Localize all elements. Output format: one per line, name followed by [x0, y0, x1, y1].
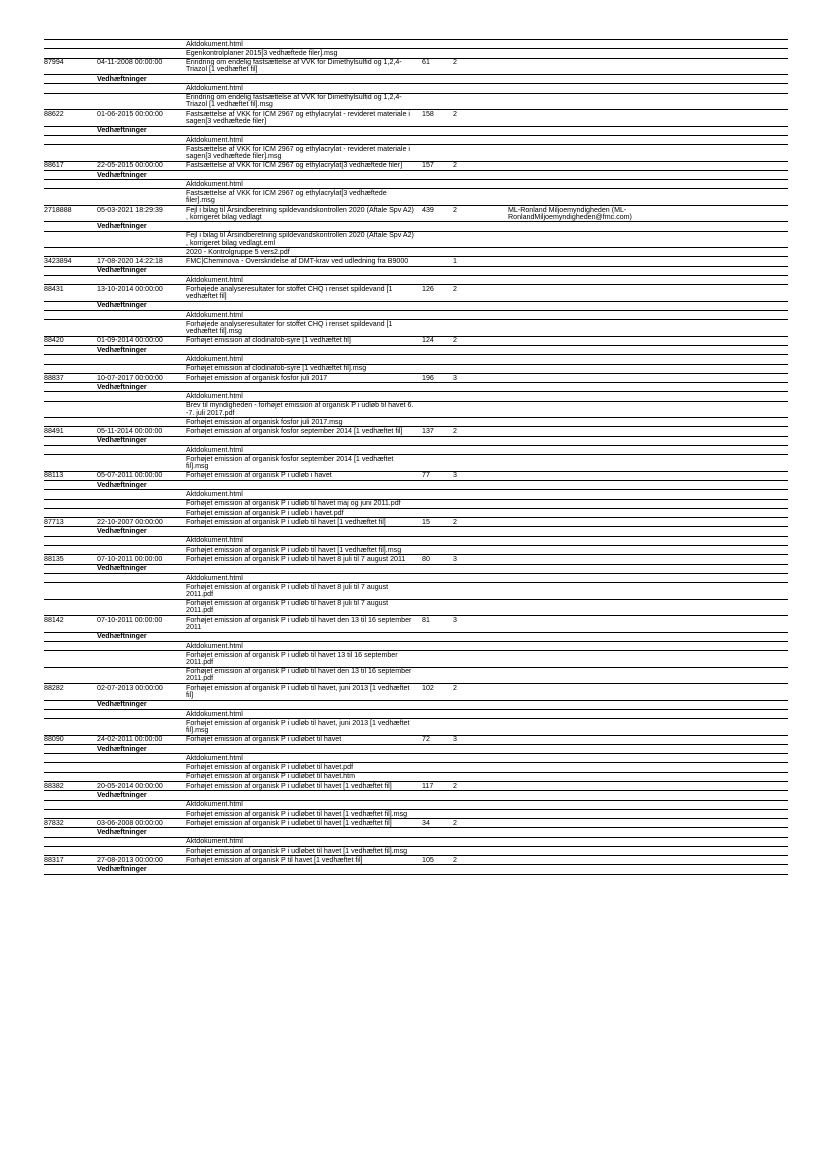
record-id: 88837 [44, 373, 64, 382]
record-row[interactable] [44, 855, 788, 864]
attachment-row[interactable] [44, 179, 788, 188]
attachment-file-name: Aktdokument.html [186, 355, 243, 363]
record-row[interactable] [44, 818, 788, 827]
attachment-row[interactable] [44, 499, 788, 508]
record-attachment-count: 2 [453, 855, 457, 864]
record-date: 17-08-2020 14:22:18 [97, 257, 163, 266]
attachment-row[interactable] [44, 93, 788, 109]
record-id: 88431 [44, 284, 64, 293]
attachment-row[interactable] [44, 709, 788, 718]
record-date: 04-11-2008 00:00:00 [97, 58, 163, 67]
record-title: Fastsættelse af VKK for ICM 2967 og ethylacrylat - revideret materiale i sagen[3 vedhæftede filer] [186, 109, 410, 125]
record-title: Forhøjet emission af organisk P i udløbet til havet [1 vedhæftet fil] [186, 818, 392, 827]
attachment-file-name: Forhøjet emission af organisk P i udløb til havet 8 juli til 7 august 2011.pdf [186, 582, 389, 598]
attachment-row[interactable] [44, 582, 788, 598]
attachment-row[interactable] [44, 39, 788, 48]
attachment-file-name: Forhøjet emission af organisk P i udløbet til havet.pdf [186, 763, 354, 772]
attachments-header [44, 827, 788, 836]
attachment-file-name: Aktdokument.html [186, 179, 243, 188]
record-sender: ML-Ronland Miljoemyndigheden (ML-RonlandMiljoemyndigheden@fmc.com) [508, 205, 632, 221]
attachment-file-name: Forhøjet emission af organisk P i udløb til havet den 13 til 16 september 2011.pdf [186, 667, 412, 683]
record-id: 88090 [44, 735, 64, 744]
attachment-file-name: Aktdokument.html [186, 84, 243, 92]
record-number: 126 [422, 284, 434, 293]
attachments-header [44, 526, 788, 535]
attachment-row[interactable] [44, 489, 788, 498]
attachment-row[interactable] [44, 354, 788, 363]
record-id: 88282 [44, 683, 64, 692]
record-id: 88317 [44, 855, 64, 864]
attachments-label: Vedhæftninger [97, 436, 147, 445]
record-attachment-count: 3 [453, 735, 457, 744]
attachment-file-name: Aktdokument.html [186, 135, 243, 144]
attachment-file-name: Aktdokument.html [186, 392, 243, 401]
record-attachment-count: 2 [453, 205, 457, 214]
record-row[interactable] [44, 205, 788, 221]
record-number: 61 [422, 58, 430, 67]
record-attachment-count: 2 [453, 427, 457, 436]
record-id: 87832 [44, 818, 64, 827]
attachment-row[interactable] [44, 536, 788, 545]
attachment-file-name: Aktdokument.html [186, 39, 243, 48]
attachments-label: Vedhæftninger [97, 222, 147, 231]
attachment-file-name: Aktdokument.html [186, 490, 243, 499]
record-date: 07-10-2011 00:00:00 [97, 554, 163, 563]
attachments-label: Vedhæftninger [97, 865, 147, 874]
record-date: 01-06-2015 00:00:00 [97, 109, 163, 118]
record-date: 24-02-2011 00:00:00 [97, 735, 163, 744]
attachment-file-name: Brev til myndigheden - forhøjet emission af organisk P i udløb til havet 6. -7. juli 2017.pdf [186, 401, 414, 417]
record-title: Forhøjet emission af organisk fosfor juli 2017 [186, 373, 328, 382]
attachment-file-name: Aktdokument.html [186, 573, 243, 582]
record-number: 105 [422, 855, 434, 864]
attachment-file-name: Aktdokument.html [186, 837, 243, 846]
record-row[interactable] [44, 256, 788, 265]
record-row[interactable] [44, 336, 788, 345]
record-attachment-count: 2 [453, 284, 457, 293]
attachment-file-name: Aktdokument.html [186, 800, 243, 809]
attachments-header [44, 170, 788, 179]
attachment-file-name: Erindring om endelig fastsættelse af VVK for Dimethylsulfid og 1,2,4- Triazol [1 vedhæftet fil].msg [186, 93, 402, 109]
record-attachment-count: 2 [453, 781, 457, 790]
record-id: 87713 [44, 517, 64, 526]
record-date: 03-06-2008 00:00:00 [97, 818, 163, 827]
record-number: 77 [422, 471, 430, 480]
record-date: 13-10-2014 00:00:00 [97, 284, 163, 293]
table-end-rule [44, 874, 788, 875]
record-id: 88420 [44, 336, 64, 345]
attachment-row[interactable] [44, 800, 788, 809]
attachment-file-name: Forhøjede analyseresultater for stoffet CHQ i renset spildevand [1 vedhæftet fil].msg [186, 319, 393, 336]
record-attachment-count: 2 [453, 109, 457, 118]
attachment-file-name: Forhøjet emission af organisk P i udløbet til havet [1 vedhæftet fil].msg [186, 846, 408, 855]
attachment-row[interactable] [44, 809, 788, 818]
attachments-header [44, 564, 788, 573]
record-id: 88142 [44, 615, 64, 624]
attachment-file-name: Forhøjet emission af organisk fosfor september 2014 [1 vedhæftet fil].msg [186, 454, 394, 471]
attachments-header [44, 864, 788, 873]
record-row[interactable] [44, 426, 788, 435]
attachments-header [44, 436, 788, 445]
attachment-row[interactable] [44, 319, 788, 335]
attachments-label: Vedhæftninger [97, 632, 147, 641]
attachment-file-name: Aktdokument.html [186, 536, 243, 545]
record-id: 88113 [44, 471, 64, 480]
record-row[interactable] [44, 58, 788, 74]
attachment-file-name: Aktdokument.html [186, 709, 243, 718]
attachment-row[interactable] [44, 508, 788, 517]
record-attachment-count: 2 [453, 336, 457, 345]
record-row[interactable] [44, 373, 788, 382]
document-table [44, 39, 788, 875]
attachment-row[interactable] [44, 573, 788, 582]
record-title: Fejl i bilag til Årsindberetning spildevandskontrollen 2020 (Aftale Spv A2) , korrigeret bilag vedlagt [186, 205, 414, 221]
attachment-file-name: Forhøjet emission af organisk fosfor juli 2017.msg [186, 417, 343, 426]
attachments-header [44, 632, 788, 641]
attachment-file-name: Fastsættelse af VKK for ICM 2967 og ethylacrylat - revideret materiale i sagen[3 vedhæftede filer].msg [186, 144, 410, 160]
record-date: 07-10-2011 00:00:00 [97, 615, 163, 624]
record-id: 2718888 [44, 205, 72, 214]
attachment-file-name: 2020 - Kontrolgruppe 5 vers2.pdf [186, 247, 290, 256]
record-title: Forhøjet emission af organisk P til havet [1 vedhæftet fil] [186, 855, 363, 864]
attachments-label: Vedhæftninger [97, 126, 147, 135]
attachment-file-name: Aktdokument.html [186, 310, 243, 319]
record-title: Fastsættelse af VKK for ICM 2967 og ethylacrylat[3 vedhæftede filer] [186, 161, 403, 170]
record-date: 05-07-2011 00:00:00 [97, 471, 163, 480]
record-attachment-count: 3 [453, 554, 457, 563]
record-id: 88617 [44, 161, 64, 170]
record-title: Forhøjet emission af organisk P i udløb til havet [1 vedhæftet fil] [186, 517, 386, 526]
attachment-row[interactable] [44, 599, 788, 615]
record-id: 87994 [44, 58, 64, 67]
attachments-label: Vedhæftninger [97, 828, 147, 837]
record-attachment-count: 2 [453, 818, 457, 827]
record-title: FMC|Cheminova - Overskridelse af DMT-krav ved udledning fra B9000 [186, 257, 409, 266]
record-date: 27-08-2013 00:00:00 [97, 855, 163, 864]
attachment-row[interactable] [44, 837, 788, 846]
attachment-row[interactable] [44, 718, 788, 734]
attachments-label: Vedhæftninger [97, 266, 147, 275]
record-row[interactable] [44, 471, 788, 480]
record-row[interactable] [44, 781, 788, 790]
record-number: 158 [422, 109, 434, 118]
record-number: 81 [422, 615, 430, 624]
record-title: Forhøjet emission af organisk P i udløbet til havet [1 vedhæftet fil] [186, 781, 392, 790]
attachments-label: Vedhæftninger [97, 301, 147, 310]
record-row[interactable] [44, 615, 788, 631]
attachment-row[interactable] [44, 231, 788, 247]
attachments-header [44, 382, 788, 391]
attachment-row[interactable] [44, 772, 788, 781]
record-date: 20-05-2014 00:00:00 [97, 781, 163, 790]
attachments-label: Vedhæftninger [97, 700, 147, 709]
record-title: Forhøjet emission af organisk fosfor september 2014 [1 vedhæftet fil] [186, 427, 403, 436]
record-number: 137 [422, 427, 434, 436]
attachment-row[interactable] [44, 391, 788, 400]
record-title: Forhøjet emission af organisk P i udløbet til havet [186, 735, 342, 744]
record-date: 05-11-2014 00:00:00 [97, 427, 163, 436]
attachment-row[interactable] [44, 454, 788, 470]
record-title: Forhøjet emission af organisk P i udløb til havet den 13 til 16 september 2011 [186, 615, 412, 631]
record-number: 157 [422, 161, 434, 170]
attachment-row[interactable] [44, 135, 788, 144]
attachments-header [44, 700, 788, 709]
attachment-row[interactable] [44, 667, 788, 683]
attachment-file-name: Forhøjet emission af organisk P i udløb i havet.pdf [186, 508, 344, 517]
attachment-row[interactable] [44, 247, 788, 256]
record-number: 124 [422, 336, 434, 345]
attachments-label: Vedhæftninger [97, 564, 147, 573]
attachments-header [44, 301, 788, 310]
attachments-label: Vedhæftninger [97, 744, 147, 753]
attachments-header [44, 790, 788, 799]
attachment-file-name: Fastsættelse af VKK for ICM 2967 og ethylacrylat[3 vedhæftede filer].msg [186, 189, 387, 205]
attachment-file-name: Forhøjet emission af organisk P i udløb til havet 8 juli til 7 august 2011.pdf [186, 599, 389, 615]
attachment-row[interactable] [44, 846, 788, 855]
attachment-row[interactable] [44, 364, 788, 373]
attachment-file-name: Forhøjet emission af organisk P i udløb til havet 13 til 16 september 2011.pdf [186, 650, 398, 666]
record-number: 80 [422, 554, 430, 563]
attachment-file-name: Forhøjet emission af organisk P i udløbet til havet [1 vedhæftet fil].msg [186, 809, 408, 818]
attachments-label: Vedhæftninger [97, 527, 147, 536]
attachment-row[interactable] [44, 275, 788, 284]
record-title: Forhøjet emission af organisk P i udløb til havet 8 juli til 7 august 2011 [186, 554, 406, 563]
attachment-row[interactable] [44, 401, 788, 417]
attachments-header [44, 126, 788, 135]
record-row[interactable] [44, 683, 788, 699]
record-attachment-count: 3 [453, 373, 457, 382]
record-date: 22-05-2015 00:00:00 [97, 161, 163, 170]
attachment-row[interactable] [44, 417, 788, 426]
record-attachment-count: 2 [453, 161, 457, 170]
record-number: 117 [422, 781, 434, 790]
attachment-file-name: Forhøjet emission af organisk P i udløb til havet maj og juni 2011.pdf [186, 499, 401, 508]
record-number: 72 [422, 735, 430, 744]
record-date: 05-03-2021 18:29:39 [97, 205, 163, 214]
attachment-row[interactable] [44, 310, 788, 319]
attachments-label: Vedhæftninger [97, 480, 147, 489]
attachments-header [44, 74, 788, 83]
attachment-row[interactable] [44, 445, 788, 454]
attachment-row[interactable] [44, 144, 788, 160]
record-date: 02-07-2013 00:00:00 [97, 683, 163, 692]
record-row[interactable] [44, 109, 788, 125]
attachment-file-name: Forhøjet emission af organisk P i udløb til havet [1 vedhæftet fil].msg [186, 545, 402, 554]
attachments-header [44, 345, 788, 354]
record-title: Forhøjet emission af organisk P i udløb i havet [186, 471, 332, 480]
record-row[interactable] [44, 517, 788, 526]
record-title: Forhøjet emission af clodinafob-syre [1 vedhæftet fil] [186, 336, 351, 345]
attachment-row[interactable] [44, 83, 788, 92]
record-id: 88382 [44, 781, 64, 790]
record-date: 01-09-2014 00:00:00 [97, 336, 163, 345]
record-date: 22-10-2007 00:00:00 [97, 517, 163, 526]
attachment-file-name: Aktdokument.html [186, 275, 243, 284]
attachment-row[interactable] [44, 48, 788, 57]
record-row[interactable] [44, 284, 788, 300]
attachments-label: Vedhæftninger [97, 382, 147, 391]
attachment-file-name: Aktdokument.html [186, 641, 243, 650]
record-title: Forhøjede analyseresultater for stoffet CHQ i renset spildevand [1 vedhæftet fil] [186, 284, 393, 301]
record-id: 88135 [44, 554, 64, 563]
record-number: 15 [422, 517, 430, 526]
record-title: Forhøjet emission af organisk P i udløb til havet, juni 2013 [1 vedhæftet fil] [186, 683, 410, 699]
record-number: 34 [422, 818, 430, 827]
attachment-file-name: Forhøjet emission af organisk P i udløb til havet, juni 2013 [1 vedhæftet fil].msg [186, 718, 410, 734]
record-title: Erindring om endelig fastsættelse af VVK for Dimethylsulfid og 1,2,4- Triazol [1 vedhæftet fil] [186, 58, 402, 74]
record-number: 102 [422, 683, 434, 692]
attachment-row[interactable] [44, 753, 788, 762]
attachment-file-name: Egenkontrolplaner 2015[3 vedhæftede filer].msg [186, 48, 338, 57]
attachment-file-name: Aktdokument.html [186, 753, 243, 762]
record-number: 439 [422, 205, 434, 214]
attachment-row[interactable] [44, 188, 788, 204]
record-row[interactable] [44, 161, 788, 170]
record-row[interactable] [44, 554, 788, 563]
record-attachment-count: 2 [453, 517, 457, 526]
attachments-header [44, 744, 788, 753]
record-attachment-count: 2 [453, 683, 457, 692]
record-attachment-count: 1 [453, 257, 457, 266]
record-attachment-count: 3 [453, 615, 457, 624]
record-id: 88491 [44, 427, 64, 436]
record-number: 196 [422, 373, 434, 382]
record-date: 10-07-2017 00:00:00 [97, 373, 163, 382]
attachment-file-name: Forhøjet emission af clodinafob-syre [1 vedhæftet fil].msg [186, 364, 367, 373]
record-id: 88622 [44, 109, 64, 118]
attachment-file-name: Aktdokument.html [186, 445, 243, 454]
attachments-header [44, 221, 788, 230]
attachments-label: Vedhæftninger [97, 170, 147, 179]
attachments-label: Vedhæftninger [97, 74, 147, 83]
attachments-label: Vedhæftninger [97, 790, 147, 799]
attachment-row[interactable] [44, 641, 788, 650]
attachments-label: Vedhæftninger [97, 345, 147, 354]
record-id: 3423894 [44, 257, 72, 266]
attachment-row[interactable] [44, 545, 788, 554]
attachment-file-name: Fejl i bilag til Årsindberetning spildevandskontrollen 2020 (Aftale Spv A2) , korrigeret bilag vedlagt.eml [186, 231, 414, 247]
attachments-header [44, 266, 788, 275]
record-attachment-count: 2 [453, 58, 457, 67]
attachment-file-name: Forhøjet emission af organisk P i udløbet til havet.htm [186, 772, 356, 781]
record-attachment-count: 3 [453, 471, 457, 480]
attachments-header [44, 480, 788, 489]
attachment-row[interactable] [44, 762, 788, 771]
attachment-row[interactable] [44, 650, 788, 666]
record-row[interactable] [44, 735, 788, 744]
